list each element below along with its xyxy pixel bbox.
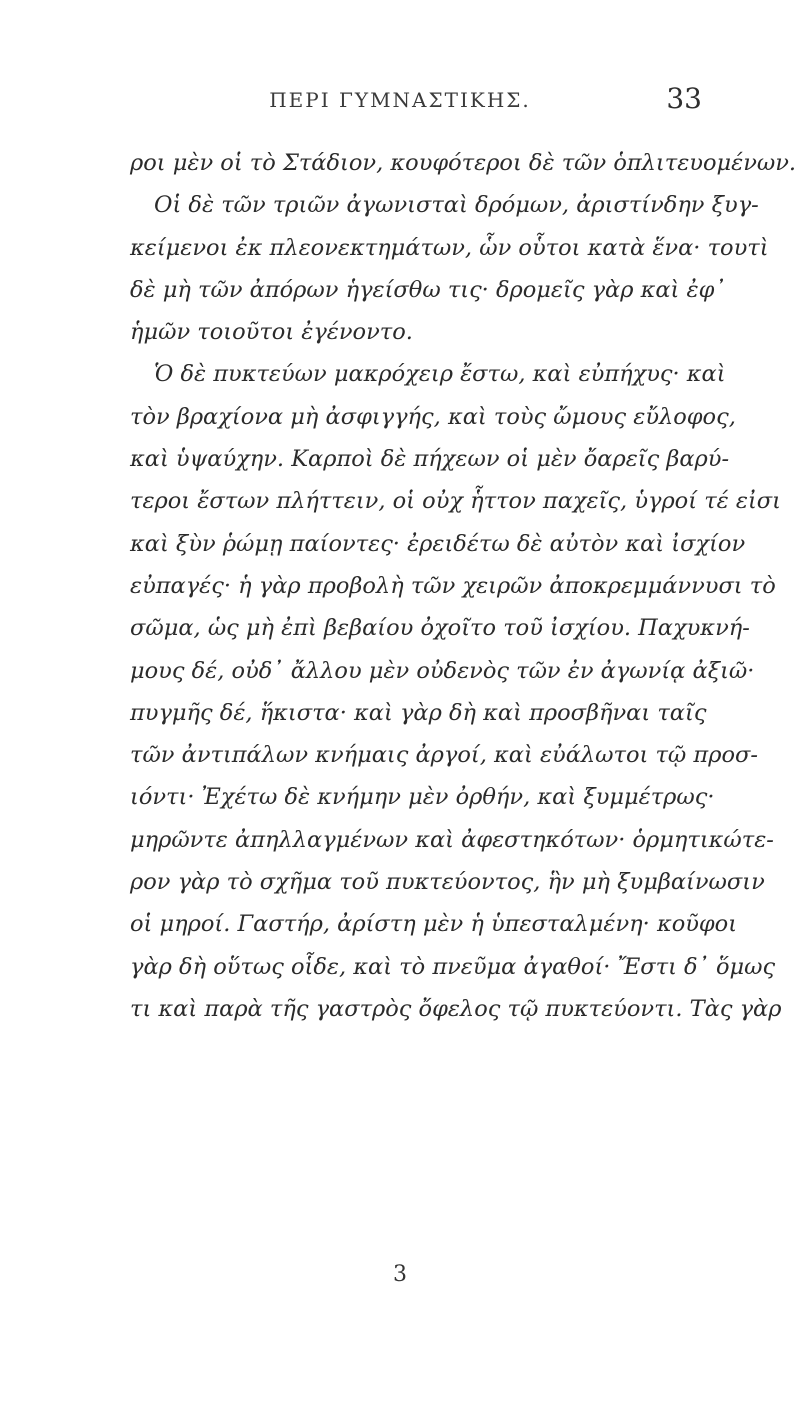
- text-line: ιόντι· Ἐχέτω δὲ κνήμην μὲν ὀρθήν, καὶ ξυμμέτρως·: [130, 784, 715, 811]
- signature-mark: 3: [393, 1262, 407, 1287]
- text-line: ρον γὰρ τὸ σχῆμα τοῦ πυκτεύοντος, ἣν μὴ ξυμβαίνωσιν: [130, 869, 765, 896]
- text-line: Ὁ δὲ πυκτεύων μακρόχειρ ἔστω, καὶ εὐπήχυς· καὶ: [154, 361, 726, 388]
- text-line: Οἱ δὲ τῶν τριῶν ἀγωνισταὶ δρόμων, ἀριστίνδην ξυγ-: [154, 192, 759, 219]
- text-line: σῶμα, ὡς μὴ ἐπὶ βεβαίου ὀχοῖτο τοῦ ἰσχίου. Παχυκνή-: [130, 615, 750, 642]
- text-line: τὸν βραχίονα μὴ ἀσφιγγής, καὶ τοὺς ὤμους εὔλοφος,: [130, 403, 736, 430]
- text-line: μους δέ, οὐδ᾽ ἄλλου μὲν οὐδενὸς τῶν ἐν ἀγωνίᾳ ἀξιῶ·: [130, 657, 755, 684]
- text-line: καὶ ξὺν ῥώμῃ παίοντες· ἐρειδέτω δὲ αὐτὸν καὶ ἰσχίον: [130, 530, 746, 557]
- text-line: κείμενοι ἐκ πλεονεκτημάτων, ὧν οὗτοι κατὰ ἕνα· τουτὶ: [130, 234, 769, 261]
- running-title: ΠΕΡΙ ΓΥΜΝΑΣΤΙΚΗΣ.: [269, 88, 531, 112]
- text-line: οἱ μηροί. Γαστήρ, ἀρίστη μὲν ἡ ὑπεσταλμένη· κοῦφοι: [130, 911, 738, 938]
- text-line: γὰρ δὴ οὕτως οἷδε, καὶ τὸ πνεῦμα ἀγαθοί· Ἔστι δ᾽ ὅμως: [130, 953, 776, 980]
- text-line: τῶν ἀντιπάλων κνήμαις ἀργοί, καὶ εὐάλωτοι τῷ προσ-: [130, 742, 758, 769]
- text-line: εὐπαγές· ἡ γὰρ προβολὴ τῶν χειρῶν ἀποκρεμμάννυσι τὸ: [130, 572, 776, 599]
- body-text: [130, 142, 797, 1030]
- running-head: [0, 84, 800, 124]
- text-line: δὲ μὴ τῶν ἀπόρων ἡγείσθω τις· δρομεῖς γὰρ καὶ ἐφ᾽: [130, 276, 726, 303]
- text-line: τι καὶ παρὰ τῆς γαστρὸς ὄφελος τῷ πυκτεύοντι. Τὰς γὰρ: [130, 995, 782, 1022]
- text-line: καὶ ὑψαύχην. Καρποὶ δὲ πήχεων οἱ μὲν ὄαρεῖς βαρύ-: [130, 446, 730, 473]
- text-line: ροι μὲν οἱ τὸ Στάδιον, κουφότεροι δὲ τῶν ὁπλιτευομένων.: [130, 150, 797, 176]
- text-line: μηρῶντε ἀπηλλαγμένων καὶ ἀφεστηκότων· ὁρμητικώτε-: [130, 826, 774, 853]
- text-line: ἡμῶν τοιοῦτοι ἐγένοντο.: [130, 319, 413, 346]
- page-number: 33: [666, 82, 702, 115]
- text-line: πυγμῆς δέ, ἥκιστα· καὶ γὰρ δὴ καὶ προσβῆναι ταῖς: [130, 699, 707, 726]
- text-line: τεροι ἔστων πλήττειν, οἱ οὐχ ἧττον παχεῖς, ὑγροί τέ εἰσι: [130, 488, 781, 515]
